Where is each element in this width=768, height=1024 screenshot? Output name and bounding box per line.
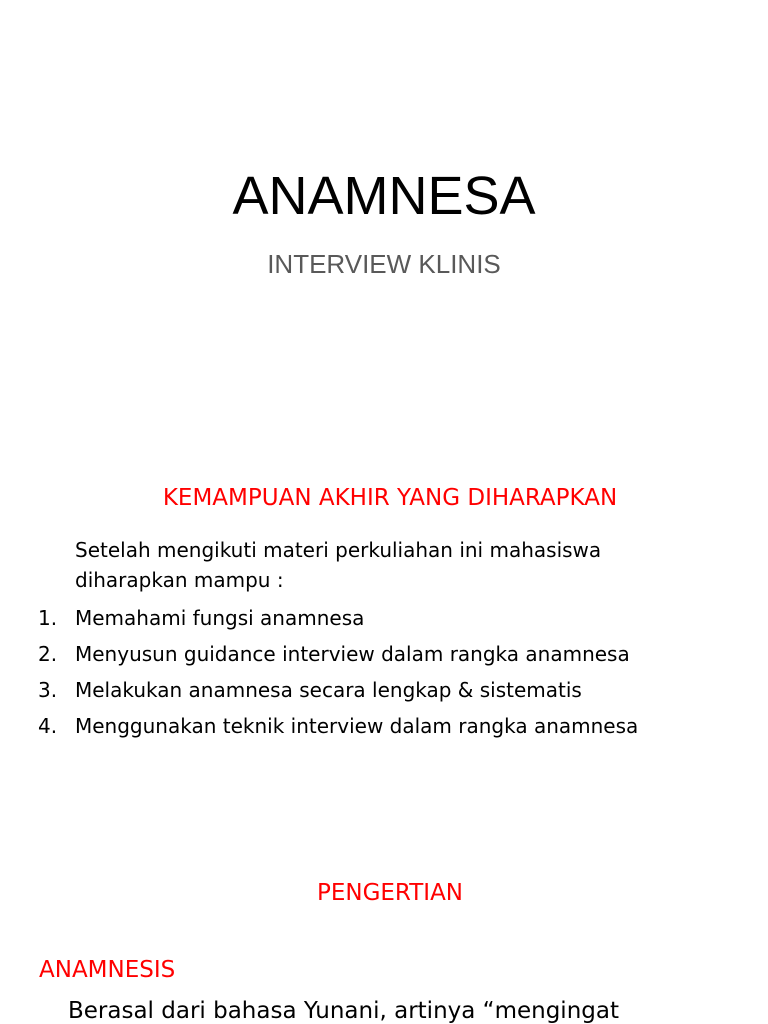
list-item-text: Melakukan anamnesa secara lengkap & sistematis [75,678,582,702]
objectives-heading: KEMAMPUAN AKHIR YANG DIHARAPKAN [162,485,618,511]
objectives-intro: Setelah mengikuti materi perkuliahan ini mahasiswa diharapkan mampu : [75,538,602,592]
list-item-text: Memahami fungsi anamnesa [75,606,365,630]
list-item [38,708,738,744]
list-item-number: 4. [38,714,58,738]
list-item-number: 3. [38,678,58,702]
list-item-text: Menyusun guidance interview dalam rangka anamnesa [75,642,630,666]
list-item-number: 2. [38,642,58,666]
slide-title: ANAMNESA [232,166,536,226]
definition-heading: PENGERTIAN [316,880,464,906]
list-item-text: Menggunakan teknik interview dalam rangka anamnesa [75,714,639,738]
slide-subtitle: INTERVIEW KLINIS [267,249,501,279]
list-item-number: 1. [38,606,58,630]
definition-text: Berasal dari bahasa Yunani, artinya “mengingat [68,998,619,1024]
term-heading: ANAMNESIS [39,957,176,983]
list-item [38,600,738,636]
list-item [38,672,738,708]
list-item [38,636,738,672]
objectives-list [38,600,738,744]
